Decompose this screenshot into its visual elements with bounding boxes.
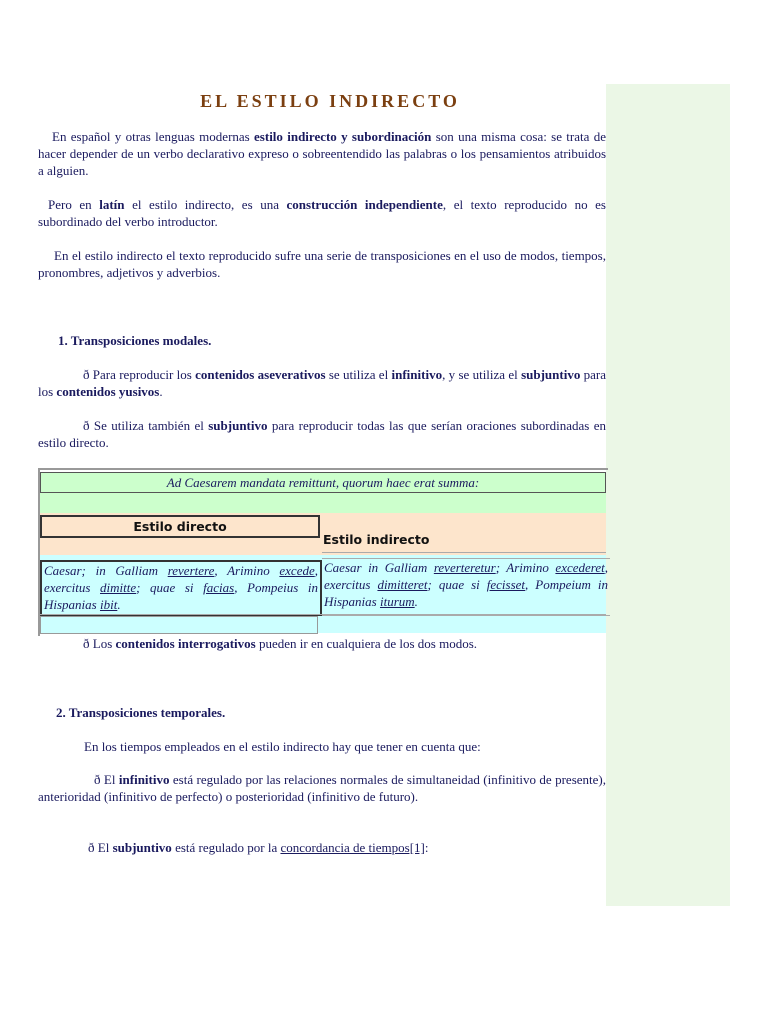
section-2-paragraph: En los tiempos empleados en el estilo indirecto hay que tener en cuenta que: <box>84 739 481 754</box>
section-2-bullet-2: ð El subjuntivo está regulado por la concordancia de tiempos[1]: <box>88 840 429 855</box>
intro-paragraph-3: En el estilo indirecto el texto reproducido sufre una serie de transposiciones en el uso de modos, tiempos, pronombres, adjetivos y adverbios. <box>38 248 606 280</box>
table-empty-cell <box>40 616 318 634</box>
verb-ibit: ibit <box>99 597 118 612</box>
intro-paragraph-2: Pero en latín el estilo indirecto, es una construcción independiente, el texto reproducido no es subordinado del verbo introductor. <box>38 197 606 229</box>
example-table <box>38 468 606 718</box>
header-divider <box>322 552 606 553</box>
verb-excederet: excederet <box>555 560 605 575</box>
table-separator <box>40 614 606 615</box>
verb-iturum: iturum <box>379 594 415 609</box>
section-2-heading: 2. Transposiciones temporales. <box>56 705 226 720</box>
table-caption: Ad Caesarem mandata remittunt, quorum haec erat summa: <box>40 472 606 493</box>
intro-paragraph-1: En español y otras lenguas modernas estilo indirecto y subordinación son una misma cosa: se trata de hacer depender de un verbo declarativo expreso o sobreentendido las palabras o los pensamientos atribuidos a alguien. <box>38 129 606 178</box>
page-title: EL ESTILO INDIRECTO <box>200 91 460 111</box>
cell-indirect-example: Caesar in Galliam reverteretur; Arimino excederet, exercitus dimitteret; quae si fecisset, Pompeium in Hispanias iturum. <box>322 558 610 616</box>
section-1-bullet-1: ð Para reproducir los contenidos aseverativos se utiliza el infinitivo, y se utiliza el subjuntivo para los contenidos yusivos. <box>38 367 607 399</box>
verb-fecisset: fecisset <box>486 577 526 592</box>
document-body <box>38 86 608 855</box>
verb-dimitte: dimitte <box>100 580 137 595</box>
verb-revertere: revertere <box>167 563 215 578</box>
table-row-green <box>40 493 606 513</box>
section-1-bullet-2: ð Se utiliza también el subjuntivo para reproducir todas las que serían oraciones subordinadas en estilo directo. <box>38 418 606 450</box>
header-estilo-directo: Estilo directo <box>40 515 320 538</box>
verb-facias: facias <box>203 580 235 595</box>
verb-excede: excede <box>279 563 315 578</box>
link-concordancia-de-tiempos[interactable]: concordancia de tiempos[1] <box>280 840 425 855</box>
verb-reverteretur: reverteretur <box>433 560 496 575</box>
cell-direct-example: Caesar; in Galliam revertere, Arimino excede, exercitus dimitte; quae si facias, Pompeius in Hispanias ibit. <box>40 560 322 616</box>
section-1-bullet-3: ð Los contenidos interrogativos pueden ir en cualquiera de los dos modos. <box>83 636 478 651</box>
header-estilo-indirecto: Estilo indirecto <box>323 532 430 547</box>
verb-dimitteret: dimitteret <box>377 577 428 592</box>
section-2-bullet-1: ð El infinitivo está regulado por las relaciones normales de simultaneidad (infinitivo de presente), anterioridad (infinitivo de perfecto) o posterioridad (infinitivo de futuro). <box>38 772 606 804</box>
section-1-heading: 1. Transposiciones modales. <box>58 333 212 348</box>
side-panel <box>606 84 730 906</box>
